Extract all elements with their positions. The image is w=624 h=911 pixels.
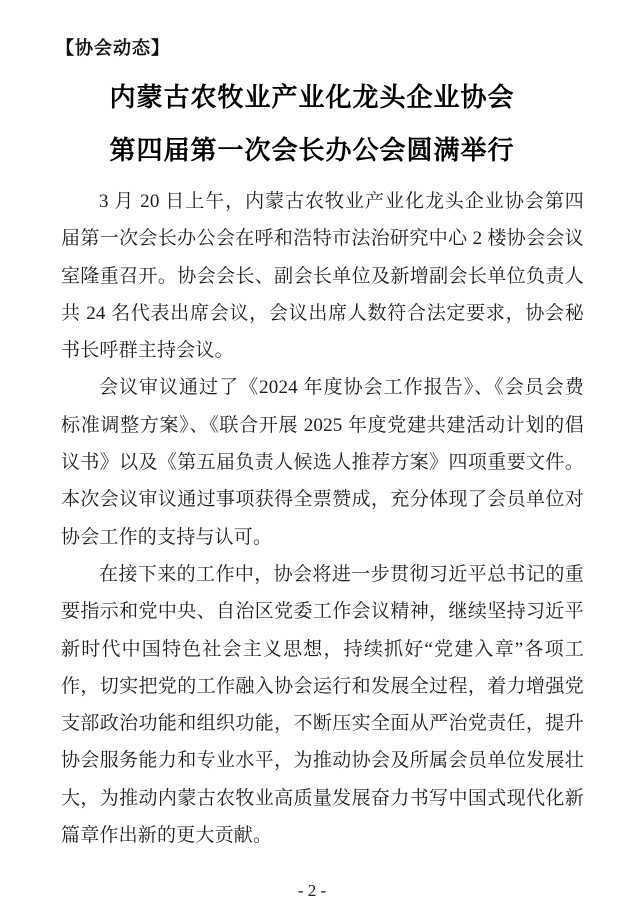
article-body [61, 183, 584, 854]
document-title-line1: 内蒙古农牧业产业化龙头企业协会 [109, 82, 515, 112]
section-tag: 【协会动态】 [56, 38, 170, 58]
document-title-line2: 第四届第一次会长办公会圆满举行 [109, 135, 515, 165]
page-number: - 2 - [297, 881, 327, 900]
paragraph-1: 3 月 20 日上午，内蒙古农牧业产业化龙头企业协会第四届第一次会长办公会在呼和浩特市法治研究中心 2 楼协会会议室隆重召开。协会会长、副会长单位及新增副会长单位负责人共 24 名代表出席会议，会议出席人数符合法定要求，协会秘书长呼群主持会议。 [61, 191, 584, 362]
paragraph-2: 会议审议通过了《2024 年度协会工作报告》、《会员会费标准调整方案》、《联合开展 2025 年度党建共建活动计划的倡议书》以及《第五届负责人候选人推荐方案》四项重要文件。本次会议审议通过事项获得全票赞成，充分体现了会员单位对协会工作的支持与认可。 [61, 377, 584, 548]
paragraph-3: 在接下来的工作中，协会将进一步贯彻习近平总书记的重要指示和党中央、自治区党委工作会议精神，继续坚持习近平新时代中国特色社会主义思想，持续抓好“党建入章”各项工作，切实把党的工作融入协会运行和发展全过程，着力增强党支部政治功能和组织功能，不断压实全面从严治党责任，提升协会服务能力和专业水平，为推动协会及所属会员单位发展壮大，为推动内蒙古农牧业高质量发展奋力书写中国式现代化新篇章作出新的更大贡献。 [61, 563, 584, 847]
